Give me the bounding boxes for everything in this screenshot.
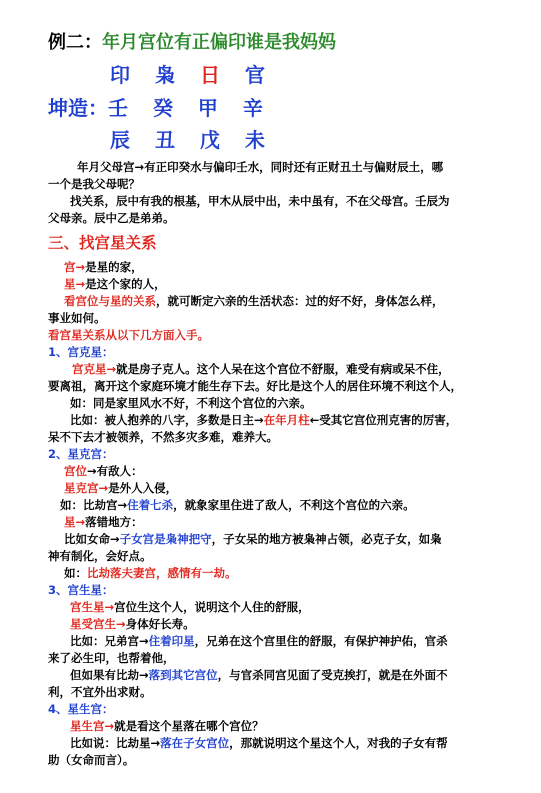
s3-c2: 住着印星: [148, 634, 195, 648]
s1-line3: 如：同是家里风水不好，不利这个宫位的六亲。: [70, 396, 312, 410]
s3-d2: 落到其它宫位: [148, 668, 218, 682]
s4-line3: 助（女命而言）。: [48, 753, 135, 767]
s3-b1: 星受宫生→: [70, 617, 126, 631]
s2-line6: 神有制化，会好点。: [48, 549, 152, 563]
s3-c1: 比如：兄弟宫→: [70, 634, 149, 648]
intro-line2: [64, 277, 166, 292]
s2-line4: [64, 515, 143, 530]
s4-line2: [70, 736, 448, 751]
s2-c1: 如：比劫宫→: [60, 498, 128, 512]
intro-l1-text: 是星的家，: [85, 260, 143, 274]
s4-title: 4、星生宫：: [48, 702, 114, 716]
s3-line5: [70, 668, 448, 683]
s2-e1: 比如女命→: [64, 532, 120, 546]
s4-a2: 就是看这个星落在哪个宫位？: [114, 719, 264, 733]
chart-row-ten-gods: [110, 62, 274, 88]
intro-l2-key: 星→: [64, 277, 86, 291]
s3-line4: 来了必生印，也帮着他，: [48, 651, 175, 665]
s2-a2: →有敌人：: [87, 464, 143, 478]
s2-line5: [64, 532, 442, 547]
intro-l3-text: ，就可断定六亲的生活状态：过的好不好，身体怎么样，: [156, 294, 444, 308]
s4-line1: [70, 719, 264, 734]
s3-a2: 宫位生这个人，说明这个人住的舒服，: [114, 600, 310, 614]
s3-d1: 但如果有比劫→: [70, 668, 149, 682]
chart-row1-c: 官: [228, 63, 274, 87]
s4-a1: 星生宫→: [70, 719, 115, 733]
example-title: 年月宫位有正偏印谁是我妈妈: [102, 32, 336, 53]
s2-f1: 如：: [64, 566, 87, 580]
s1-key: 宫克星→: [72, 362, 117, 376]
s4-b1: 比如说：比劫星→: [70, 736, 161, 750]
chart-row-branches: 辰 丑 戊 未: [110, 128, 274, 152]
intro-l1-key: 宫→: [64, 260, 86, 274]
s1-line2: 要离祖，离开这个家庭环境才能生存下去。好比是这个人的居住环境不利这个人，: [48, 379, 462, 393]
s3-d3: ，与官杀同宫见面了受克挨打，就是在外面不: [217, 668, 448, 682]
chart-stems: 壬 癸 甲 辛: [108, 96, 272, 120]
s2-b1: 星克宫→: [64, 481, 109, 495]
s4-b3: ，那就说明这个星这个人，对我的子女有帮: [229, 736, 448, 750]
para2-line2: 父母亲。辰中乙是弟弟。: [48, 211, 175, 225]
s2-d2: 落错地方：: [85, 515, 143, 529]
s1-text: 就是房子克人。这个人呆在这个宫位不舒服，难受有病或呆不住，: [116, 362, 450, 376]
example-prefix: 例二：: [48, 32, 102, 53]
intro-line1: [64, 260, 143, 275]
s4-b2: 落在子女宫位: [160, 736, 230, 750]
s2-a1: 宫位: [64, 464, 87, 478]
s3-line3: [70, 634, 448, 649]
s2-c2: 住着七杀: [127, 498, 174, 512]
s3-b2: 身体好长寿。: [125, 617, 195, 631]
s2-e3: ，子女呆的地方被枭神占领，必克子女，如枭: [211, 532, 442, 546]
s2-c3: ，就象家里住进了敌人，不利这个宫位的六亲。: [173, 498, 415, 512]
intro-line3b: 事业如何。: [48, 311, 106, 325]
s1-line1: [72, 362, 450, 377]
s2-d1: 星→: [64, 515, 86, 529]
s2-line2: [64, 481, 177, 496]
s1-c2: 在年月柱: [263, 413, 310, 427]
s2-b2: 是外人入侵，: [108, 481, 178, 495]
s1-line5: 呆不下去才被领养，不然多灾多难，难养大。: [48, 430, 278, 444]
chart-label: 坤造：: [48, 96, 108, 120]
intro-l2-text: 是这个家的人，: [85, 277, 166, 291]
para1-line2: 一个是我父母呢？: [48, 177, 140, 191]
s2-line3: [60, 498, 415, 513]
s2-f2: 比劫落夫妻宫，感情有一劫。: [87, 566, 237, 580]
s1-title: 1、宫克星：: [48, 345, 114, 359]
s1-c1: 比如：被人抱养的八字，多数是日主→: [70, 413, 264, 427]
section3-title: 三、找宫星关系: [48, 234, 157, 252]
chart-row1-a: 印 枭: [110, 63, 200, 87]
s2-e2: 子女宫是枭神把守: [119, 532, 212, 546]
s1-c3: ←受其它宫位刑克害的厉害，: [309, 413, 458, 427]
s3-title: 3、宫生星：: [48, 583, 114, 597]
s2-title: 2、星克宫：: [48, 447, 114, 461]
chart-row1-day: 日: [199, 63, 229, 87]
para2-line1: 找关系，辰中有我的根基，甲木从辰中出，未中虽有，不在父母宫。壬辰为: [70, 194, 450, 208]
s2-line1: [64, 464, 143, 479]
example-heading: [48, 32, 336, 54]
para1-line1: 年月父母宫→有正印癸水与偏印壬水，同时还有正财丑土与偏财辰土，哪: [77, 160, 444, 174]
s1-line4: [70, 413, 457, 428]
s2-line7: [64, 566, 237, 581]
s3-line2: [70, 617, 195, 632]
s3-line6: 利，不宜外出求财。: [48, 685, 152, 699]
chart-row-stems: [48, 95, 272, 121]
intro-line3: [64, 294, 444, 309]
s3-line1: [70, 600, 310, 615]
intro-l3-key: 看宫位与星的关系: [64, 294, 156, 308]
intro-line4: 看宫星关系从以下几方面入手。: [48, 328, 209, 342]
s3-a1: 宫生星→: [70, 600, 115, 614]
s3-c3: ，兄弟在这个宫里住的舒服，有保护神护佑，官杀: [194, 634, 448, 648]
